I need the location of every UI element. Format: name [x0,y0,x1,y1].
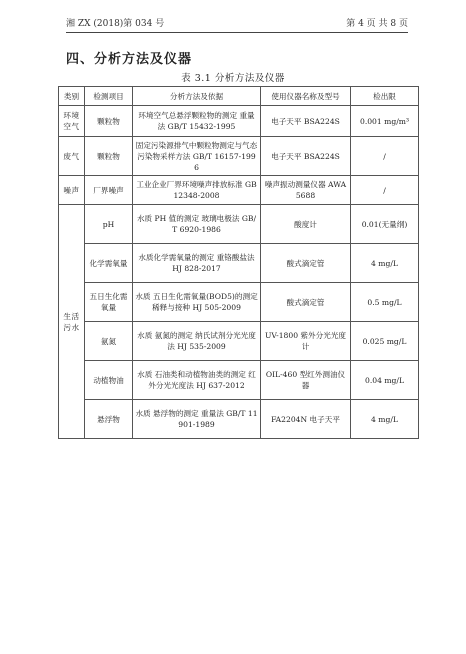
table-row [59,205,419,244]
method-cell: 水质 石油类和动植物油类的测定 红外分光光度法 HJ 637-2012 [133,361,261,400]
instrument-cell: OIL-460 型红外测油仪器 [261,361,351,400]
instrument-cell: 酸式滴定管 [261,244,351,283]
category-cell: 环境空气 [59,106,85,137]
analysis-methods-table [58,86,419,439]
item-cell: 五日生化需氧量 [85,283,133,322]
instrument-cell: UV-1800 紫外分光光度计 [261,322,351,361]
item-cell: pH [85,205,133,244]
table-caption: 表 3.1 分析方法及仪器 [181,73,285,84]
item-cell: 化学需氧量 [85,244,133,283]
method-cell: 水质 五日生化需氧量(BOD5)的测定 稀释与接种 HJ 505-2009 [133,283,261,322]
table-row [59,400,419,439]
limit-cell: 0.001 mg/m³ [351,106,419,137]
limit-cell: 4 mg/L [351,400,419,439]
table-row [59,322,419,361]
limit-cell: 0.04 mg/L [351,361,419,400]
col-header-method: 分析方法及依据 [133,87,261,106]
item-cell: 颗粒物 [85,106,133,137]
section-title: 四、分析方法及仪器 [66,52,193,67]
col-header-type: 类别 [59,87,85,106]
category-cell: 废气 [59,137,85,176]
instrument-cell: FA2204N 电子天平 [261,400,351,439]
method-cell: 工业企业厂界环境噪声排放标准 GB 12348-2008 [133,176,261,205]
table-row [59,244,419,283]
col-header-item: 检测项目 [85,87,133,106]
category-cell: 生活污水 [59,205,85,439]
category-cell: 噪声 [59,176,85,205]
instrument-cell: 酸式滴定管 [261,283,351,322]
method-cell: 水质化学需氧量的测定 重铬酸盐法 HJ 828-2017 [133,244,261,283]
method-cell: 环境空气总悬浮颗粒物的测定 重量法 GB/T 15432-1995 [133,106,261,137]
table-row [59,137,419,176]
col-header-limit: 检出限 [351,87,419,106]
limit-cell: 0.025 mg/L [351,322,419,361]
method-cell: 水质 悬浮物的测定 重量法 GB/T 11901-1989 [133,400,261,439]
item-cell: 厂界噪声 [85,176,133,205]
table-row [59,283,419,322]
page-info: 第 4 页 共 8 页 [346,19,408,29]
table-row [59,106,419,137]
limit-cell: / [351,137,419,176]
item-cell: 氨氮 [85,322,133,361]
col-header-instrument: 使用仪器名称及型号 [261,87,351,106]
instrument-cell: 噪声振动测量仪器 AWA5688 [261,176,351,205]
table-row [59,176,419,205]
instrument-cell: 电子天平 BSA224S [261,106,351,137]
item-cell: 悬浮物 [85,400,133,439]
doc-number: 湘 ZX (2018)第 034 号 [66,19,165,29]
item-cell: 动植物油 [85,361,133,400]
item-cell: 颗粒物 [85,137,133,176]
method-cell: 固定污染源排气中颗粒物测定与气态污染物采样方法 GB/T 16157-1996 [133,137,261,176]
limit-cell: 0.5 mg/L [351,283,419,322]
page-header [66,16,408,33]
limit-cell: 4 mg/L [351,244,419,283]
method-cell: 水质 氨氮的测定 纳氏试剂分光光度法 HJ 535-2009 [133,322,261,361]
table-row [59,361,419,400]
instrument-cell: 电子天平 BSA224S [261,137,351,176]
table-header-row [59,87,419,106]
method-cell: 水质 PH 值的测定 玻璃电极法 GB/T 6920-1986 [133,205,261,244]
limit-cell: 0.01(无量纲) [351,205,419,244]
limit-cell: / [351,176,419,205]
instrument-cell: 酸度计 [261,205,351,244]
